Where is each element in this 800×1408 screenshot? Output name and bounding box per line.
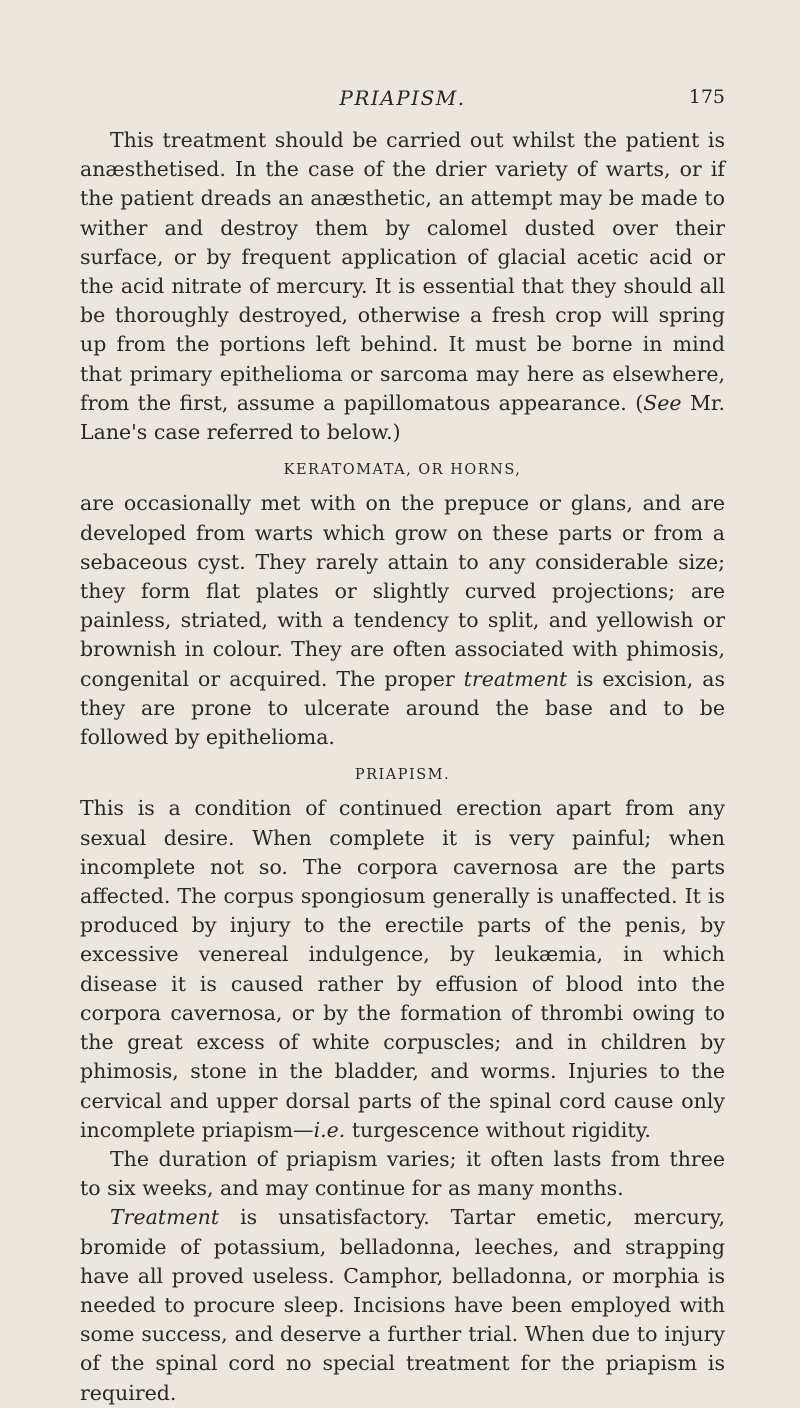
text-run: This treatment should be carried out whilst the patient is anæsthetised. In the case of the drier variety of warts, or if the patient dreads an anæsthetic, an attempt may be made to wither and destroy them by calomel dusted over their surface, or by frequent application of glacial acetic acid or the acid nitrate of mercury. It is essential that they should all be thoroughly destroyed, otherwise a fresh crop will spring up from the portions left behind. It must be borne in mind that primary epithelioma or sarcoma may here as elsewhere, from the first, assume a papillomatous appearance. (: [80, 128, 725, 415]
running-title: PRIAPISM.: [339, 86, 466, 110]
paragraph-priapism-definition: [80, 794, 725, 1144]
page-number: 175: [688, 86, 725, 108]
paragraph-priapism-duration: The duration of priapism varies; it often lasts from three to six weeks, and may continue for as many months.: [80, 1146, 725, 1201]
page-header: [80, 86, 725, 116]
section-heading-keratomata: KERATOMATA, OR HORNS,: [283, 462, 522, 479]
ie-abbreviation: i.e.: [313, 1117, 346, 1142]
text-run: This is a condition of continued erection apart from any sexual desire. When complete it is very painful; when incomplete not so. The corpora cavernosa are the parts affected. The corpus spongiosum generally is unaffected. It is produced by injury to the erectile parts of the penis, by excessive venereal indulgence, by leukæmia, in which disease it is caused rather by effusion of blood into the corpora cavernosa, or by the formation of thrombi owing to the great excess of white corpuscles; and in children by phimosis, stone in the bladder, and worms. Injuries to the cervical and upper dorsal parts of the spinal cord cause only incomplete priapism—: [80, 796, 725, 1142]
text-run: is excision, as they are prone to ulcerate around the base and to be followed by epithelioma.: [80, 666, 725, 750]
text-run: are occasionally met with on the prepuce or glans, and are developed from warts which grow on these parts or from a sebaceous cyst. They rarely attain to any considerable size; they form flat plates or slightly curved projections; are painless, striated, with a tendency to split, and yellowish or brownish in colour. They are often associated with phimosis, congenital or acquired. The proper: [80, 491, 725, 691]
treatment-emphasis: Treatment: [110, 1205, 220, 1230]
paragraph-keratomata: [80, 489, 725, 752]
text-run: turgescence without rigidity.: [345, 1117, 651, 1142]
paragraph-warts-treatment: [80, 126, 725, 447]
text-run: is unsatisfactory. Tartar emetic, mercury, bromide of potassium, belladonna, leeches, and strapping have all proved useless. Camphor, belladonna, or morphia is needed to procure sleep. Incisions have been employed with some success, and deserve a further trial. When due to injury of the spinal cord no special treatment for the priapism is required.: [80, 1205, 725, 1405]
section-heading-priapism: PRIAPISM.: [354, 767, 451, 784]
see-reference: See: [643, 390, 682, 415]
treatment-emphasis: treatment: [463, 666, 568, 691]
text-run: Mr. Lane's case referred to below.): [80, 390, 725, 445]
paragraph-priapism-treatment: [80, 1203, 725, 1407]
body-text: [80, 126, 725, 1408]
